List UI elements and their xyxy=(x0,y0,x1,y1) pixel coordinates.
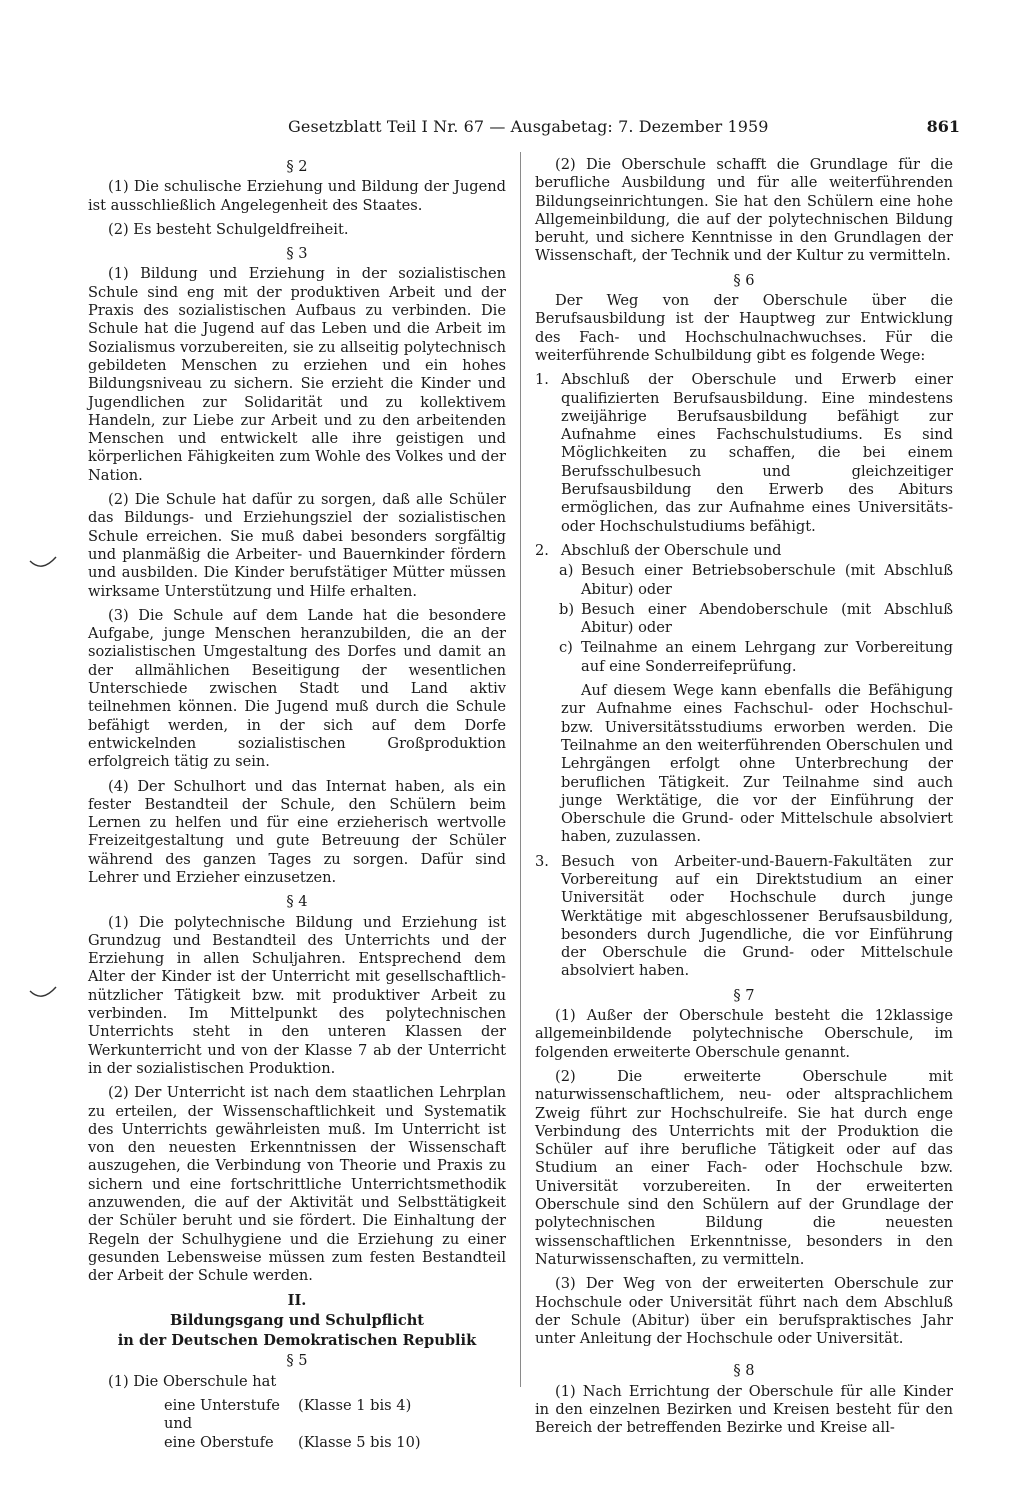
section-8-heading: § 8 xyxy=(733,1362,755,1380)
sub-list-letter: c) xyxy=(559,639,573,657)
level-value: (Klasse 5 bis 10) xyxy=(298,1433,421,1451)
page-number: 861 xyxy=(926,117,960,136)
list-item xyxy=(535,853,953,981)
sub-list-text: Besuch einer Abendoberschule (mit Abschluß Abitur) oder xyxy=(581,600,953,637)
level-value: (Klasse 1 bis 4) xyxy=(298,1397,412,1414)
sub-list-letter: b) xyxy=(559,600,575,618)
list-number: 1. xyxy=(535,371,549,389)
list-text: Abschluß der Oberschule und xyxy=(561,541,782,559)
left-column xyxy=(88,156,506,1452)
list-note: Auf diesem Wege kann ebenfalls die Befähigung zur Aufnahme eines Fachschul- oder Hochschul- bzw. Universitätsstudiums erworben werden. Die Teilnahme an den weiterführenden Oberschulen und Lehrgängen erfolgt ohne Unterbrechung der beruflichen Tätigkeit. Zur Teilnahme sind auch junge Werktätige, die vor der Einführung der Oberschule die Grund- oder Mittelschule absolviert haben, zuzulassen. xyxy=(561,682,953,846)
page-header xyxy=(88,118,960,142)
section-7-heading: § 7 xyxy=(733,986,755,1004)
level-label: eine Oberstufe xyxy=(164,1433,274,1451)
column-divider xyxy=(520,152,521,1387)
section-6-heading: § 6 xyxy=(733,271,755,289)
paragraph: (3) Die Schule auf dem Lande hat die besondere Aufgabe, junge Menschen heranzubilden, die an der sozialistischen Umgestaltung des Dorfes und damit an der allmählichen Beseitigung der wesentlichen Unterschiede zwischen Stadt und Land aktiv teilnehmen können. Die Jugend muß durch die Schule befähigt werden, in der sich auf dem Dorfe entwickelnden sozialistischen Großproduktion erfolgreich tätig zu sein. xyxy=(88,606,506,771)
school-levels xyxy=(164,1397,506,1452)
margin-mark-icon xyxy=(28,985,58,1003)
paragraph: (1) Bildung und Erziehung in der sozialistischen Schule sind eng mit der produktiven Arbeit und der Praxis des sozialistischen Aufbaus zu verbinden. Die Schule hat die Jugend auf das Leben und die Arbeit im Sozialismus vorzubereiten, sie zu allseitig polytechnisch gebildeten Menschen zu erziehen und ein hohes Bildungsniveau zu sichern. Sie erzieht die Kinder und Jugendlichen zur Solidarität und zu kollektivem Handeln, zur Liebe zur Arbeit und zu den arbeitenden Menschen und entwickelt alle ihre geistigen und körperlichen Fähigkeiten zum Wohle des Volkes und der Nation. xyxy=(88,265,506,484)
section-2-heading: § 2 xyxy=(286,158,308,175)
sub-list-letter: a) xyxy=(559,562,574,580)
section-4-heading: § 4 xyxy=(286,893,308,911)
sub-list-item xyxy=(559,562,953,599)
sub-list-text: Besuch einer Betriebsoberschule (mit Abschluß Abitur) oder xyxy=(581,562,953,598)
paragraph: (4) Der Schulhort und das Internat haben, als ein fester Bestandteil der Schule, den Schülern beim Lernen zu helfen und für eine erzieherisch wertvolle Freizeitgestaltung und gute Betreuung der Schüler während des ganzen Tages zu sorgen. Dafür sind Lehrer und Erzieher einzusetzen. xyxy=(88,777,506,886)
part-numeral: II. xyxy=(287,1291,307,1309)
paragraph: (3) Der Weg von der erweiterten Oberschule zur Hochschule oder Universität führt nach dem Abschluß der Schule (Abitur) über ein berufspraktisches Jahr unter Anleitung der Hochschule oder Universität. xyxy=(535,1275,953,1348)
paragraph: (1) Die schulische Erziehung und Bildung der Jugend ist ausschließlich Angelegenheit des Staates. xyxy=(88,178,506,214)
gazette-title: Gesetzblatt Teil I Nr. 67 — Ausgabetag: 7. Dezember 1959 xyxy=(288,117,769,136)
list-number: 3. xyxy=(535,852,549,870)
paragraph: (1) Außer der Oberschule besteht die 12klassige allgemeinbildende polytechnische Oberschule, im folgenden erweiterte Oberschule genannt. xyxy=(535,1007,953,1061)
part-title-line-1: Bildungsgang und Schulpflicht xyxy=(169,1311,425,1329)
list-text: Besuch von Arbeiter-und-Bauern-Fakultäten zur Vorbereitung auf ein Direktstudium an einer Universität oder Hochschule durch junge Werktätige mit abgeschlossener Berufsausbildung, besonders durch Jugendliche, die vor Einführung der Oberschule die Grund- oder Mittelschule absolviert haben. xyxy=(561,852,953,980)
paragraph: (1) Die Oberschule hat xyxy=(108,1372,277,1390)
paragraph: (2) Die erweiterte Oberschule mit naturwissenschaftlichem, neu- oder altsprachlichem Zweig führt zur Hochschulreife. Sie hat durch enge Verbindung des Unterrichts mit der Produktion die Schüler auf ihre berufliche Tätigkeit oder auf das Studium an einer Fach- oder Hochschule bzw. Universität vorzubereiten. In der erweiterten Oberschule sind den Schülern auf der Grundlage der polytechnischen Bildung die neuesten wissenschaftlichen Erkenntnisse, besonders in den Naturwissenschaften, zu vermitteln. xyxy=(535,1067,953,1268)
section-5-heading: § 5 xyxy=(286,1352,308,1370)
list-text: Abschluß der Oberschule und Erwerb einer qualifizierten Berufsausbildung. Eine mindestens zweijährige Berufsausbildung befähigt zur Aufnahme eines Fachschulstudiums. Es sind Möglichkeiten zu schaffen, die bei einem Berufsschulbesuch und gleichzeitiger Berufsausbildung den Erwerb des Abiturs ermöglichen, das zur Aufnahme eines Universitäts- oder Hochschulstudiums befähigt. xyxy=(561,371,953,535)
paragraph: (2) Der Unterricht ist nach dem staatlichen Lehrplan zu erteilen, der Wissenschaftlichkeit und Systematik des Unterrichts gewährleisten muß. Im Unterricht ist von den neuesten Erkenntnissen der Wissenschaft auszugehen, die Verbindung von Theorie und Praxis zu sichern und eine fortschrittliche Unterrichtsmethodik anzuwenden, die auf der Aktivität und Selbsttätigkeit der Schüler beruht und sie fördert. Die Einhaltung der Regeln der Schulhygiene und die Erziehung zu einer gesunden Lebensweise müssen zum festen Bestandteil der Arbeit der Schule werden. xyxy=(88,1084,506,1285)
part-title-line-2: in der Deutschen Demokratischen Republik xyxy=(117,1332,477,1350)
paragraph: Der Weg von der Oberschule über die Berufsausbildung ist der Hauptweg zur Entwicklung des Fach- und Hochschulnachwuchses. Für die weiterführende Schulbildung gibt es folgende Wege: xyxy=(535,292,953,364)
paragraph: (2) Die Schule hat dafür zu sorgen, daß alle Schüler das Bildungs- und Erziehungsziel der sozialistischen Schule erreichen. Sie muß dabei besonders sorgfältig und planmäßig die Arbeiter- und Bauernkinder fördern und ausbilden. Die Kinder berufstätiger Mütter müssen wirksame Unterstützung und Hilfe erhalten. xyxy=(88,491,506,600)
paragraph: (2) Die Oberschule schafft die Grundlage für die berufliche Ausbildung und für alle weiterführenden Bildungseinrichtungen. Sie hat den Schülern eine hohe Allgemeinbildung, die auf der polytechnischen Bildung beruht, und sichere Kenntnisse in den Grundlagen der Wissenschaft, der Technik und der Kultur zu vermitteln. xyxy=(535,156,953,265)
level-connector: und xyxy=(164,1415,193,1433)
list-item xyxy=(535,371,953,536)
sub-list-item xyxy=(559,601,953,638)
margin-mark-icon xyxy=(28,555,58,573)
right-column xyxy=(535,156,953,1444)
list-item xyxy=(535,542,953,560)
list-number: 2. xyxy=(535,541,549,559)
paragraph: (1) Nach Errichtung der Oberschule für alle Kinder in den einzelnen Bezirken und Kreisen besteht für den Bereich der betreffenden Bezirke und Kreise all- xyxy=(535,1382,953,1437)
paragraph: (1) Die polytechnische Bildung und Erziehung ist Grundzug und Bestandteil des Unterrichts und der Erziehung in allen Schuljahren. Entsprechend dem Alter der Kinder ist der Unterricht mit gesellschaftlich-nützlicher Tätigkeit bzw. mit produktiver Arbeit zu verbinden. Im Mittelpunkt des polytechnischen Unterrichts steht in den unteren Klassen der Werkunterricht und von der Klasse 7 ab der Unterricht in der sozialistischen Produktion. xyxy=(88,913,506,1077)
level-label: eine Unterstufe xyxy=(164,1397,280,1414)
section-3-heading: § 3 xyxy=(286,245,308,263)
paragraph: (2) Es besteht Schulgeldfreiheit. xyxy=(108,220,349,238)
sub-list-text: Teilnahme an einem Lehrgang zur Vorbereitung auf eine Sonderreifeprüfung. xyxy=(581,639,953,675)
sub-list-item xyxy=(559,639,953,676)
